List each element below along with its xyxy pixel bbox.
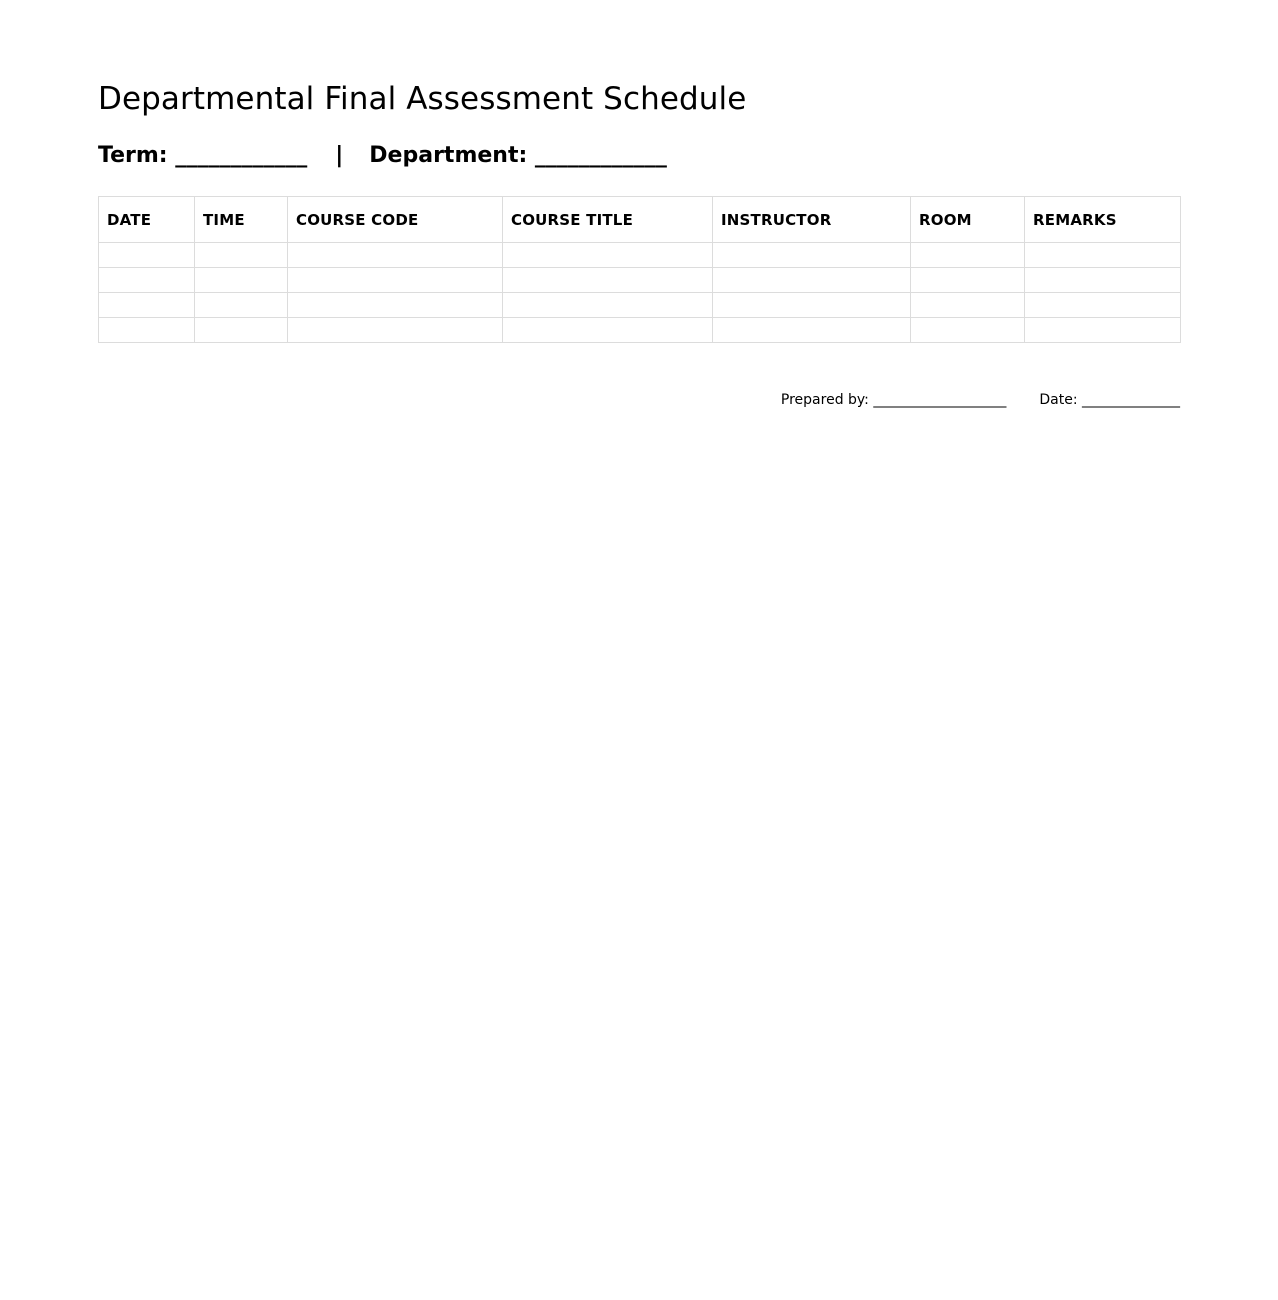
table-cell xyxy=(911,243,1025,268)
table-cell xyxy=(503,293,713,318)
table-cell xyxy=(1025,293,1181,318)
page-title: Departmental Final Assessment Schedule xyxy=(98,81,747,117)
table-cell xyxy=(503,318,713,343)
table-cell xyxy=(99,293,195,318)
table-cell xyxy=(713,318,911,343)
table-cell xyxy=(99,268,195,293)
column-header-remarks: REMARKS xyxy=(1025,197,1181,243)
table-cell xyxy=(1025,318,1181,343)
table-cell xyxy=(1025,243,1181,268)
column-header-instructor: INSTRUCTOR xyxy=(713,197,911,243)
table-cell xyxy=(195,318,288,343)
table-cell xyxy=(195,268,288,293)
column-header-room: ROOM xyxy=(911,197,1025,243)
table-cell xyxy=(911,293,1025,318)
schedule-table xyxy=(98,196,1181,343)
table-cell xyxy=(195,293,288,318)
table-cell xyxy=(99,318,195,343)
term-field: Term: ____________ xyxy=(98,143,308,168)
column-header-course-code: COURSE CODE xyxy=(288,197,503,243)
table-cell xyxy=(195,243,288,268)
table-cell xyxy=(713,268,911,293)
table-cell xyxy=(288,268,503,293)
department-field: Department: ____________ xyxy=(369,143,667,168)
table-row xyxy=(99,318,1181,343)
date-field: Date: ______________ xyxy=(1039,392,1180,408)
signature-footer xyxy=(781,392,1180,408)
column-header-date: DATE xyxy=(99,197,195,243)
column-header-course-title: COURSE TITLE xyxy=(503,197,713,243)
table-cell xyxy=(503,268,713,293)
table-cell xyxy=(288,318,503,343)
separator: | xyxy=(335,143,344,168)
table-cell xyxy=(288,293,503,318)
table-cell xyxy=(1025,268,1181,293)
column-header-time: TIME xyxy=(195,197,288,243)
table-cell xyxy=(713,243,911,268)
table-row xyxy=(99,243,1181,268)
table-cell xyxy=(911,268,1025,293)
table-header-row xyxy=(99,197,1181,243)
table-cell xyxy=(911,318,1025,343)
table-cell xyxy=(713,293,911,318)
prepared-by-field: Prepared by: ___________________ xyxy=(780,392,1007,408)
term-department-line xyxy=(98,143,667,168)
table-row xyxy=(99,293,1181,318)
table-cell xyxy=(503,243,713,268)
table-row xyxy=(99,268,1181,293)
table-cell xyxy=(288,243,503,268)
table-cell xyxy=(99,243,195,268)
